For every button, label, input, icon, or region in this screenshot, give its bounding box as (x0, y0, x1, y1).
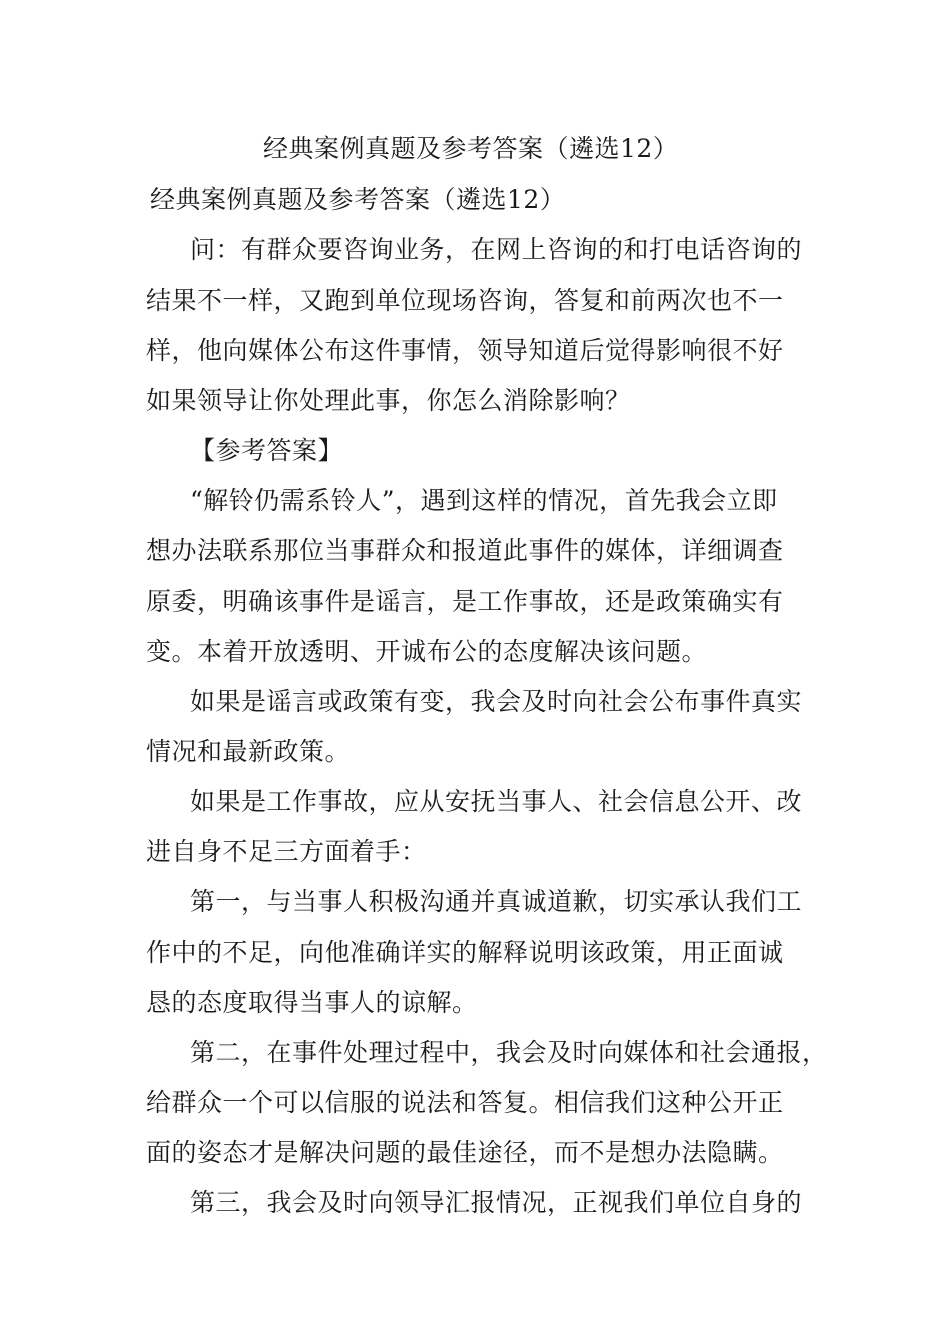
text-line: 想办法联系那位当事群众和报道此事件的媒体，详细调查 (146, 536, 784, 565)
text-line: 作中的不足，向他准确详实的解释说明该政策，用正面诚 (146, 938, 784, 967)
text-line: 如果是谣言或政策有变，我会及时向社会公布事件真实 (190, 687, 803, 716)
text-line: “解铃仍需系铃人”，遇到这样的情况，首先我会立即 (190, 486, 778, 515)
text-line: 结果不一样，又跑到单位现场咨询，答复和前两次也不一 (146, 286, 784, 315)
text-line: 样，他向媒体公布这件事情，领导知道后觉得影响很不好 (146, 336, 784, 365)
text-line: 第二，在事件处理过程中，我会及时向媒体和社会通报， (190, 1038, 828, 1067)
text-line: 如果领导让你处理此事，你怎么消除影响？ (146, 386, 631, 415)
text-line: 给群众一个可以信服的说法和答复。相信我们这种公开正 (146, 1088, 784, 1117)
text-line: 问：有群众要咨询业务，在网上咨询的和打电话咨询的 (190, 235, 803, 264)
text-line: 恳的态度取得当事人的谅解。 (146, 988, 478, 1017)
text-line: 原委，明确该事件是谣言，是工作事故，还是政策确实有 (146, 587, 784, 616)
text-line: 情况和最新政策。 (146, 737, 351, 766)
text-line: 面的姿态才是解决问题的最佳途径，而不是想办法隐瞒。 (146, 1138, 784, 1167)
text-line: 进自身不足三方面着手： (146, 837, 427, 866)
document-subtitle: 经典案例真题及参考答案（遴选12） (150, 185, 566, 214)
text-line: 第一，与当事人积极沟通并真诚道歉，切实承认我们工 (190, 887, 803, 916)
text-line: 变。本着开放透明、开诚布公的态度解决该问题。 (146, 637, 708, 666)
answer-heading: 【参考答案】 (190, 436, 344, 465)
document-title: 经典案例真题及参考答案（遴选12） (263, 134, 679, 163)
text-line: 第三，我会及时向领导汇报情况，正视我们单位自身的 (190, 1188, 803, 1217)
text-line: 如果是工作事故，应从安抚当事人、社会信息公开、改 (190, 787, 803, 816)
